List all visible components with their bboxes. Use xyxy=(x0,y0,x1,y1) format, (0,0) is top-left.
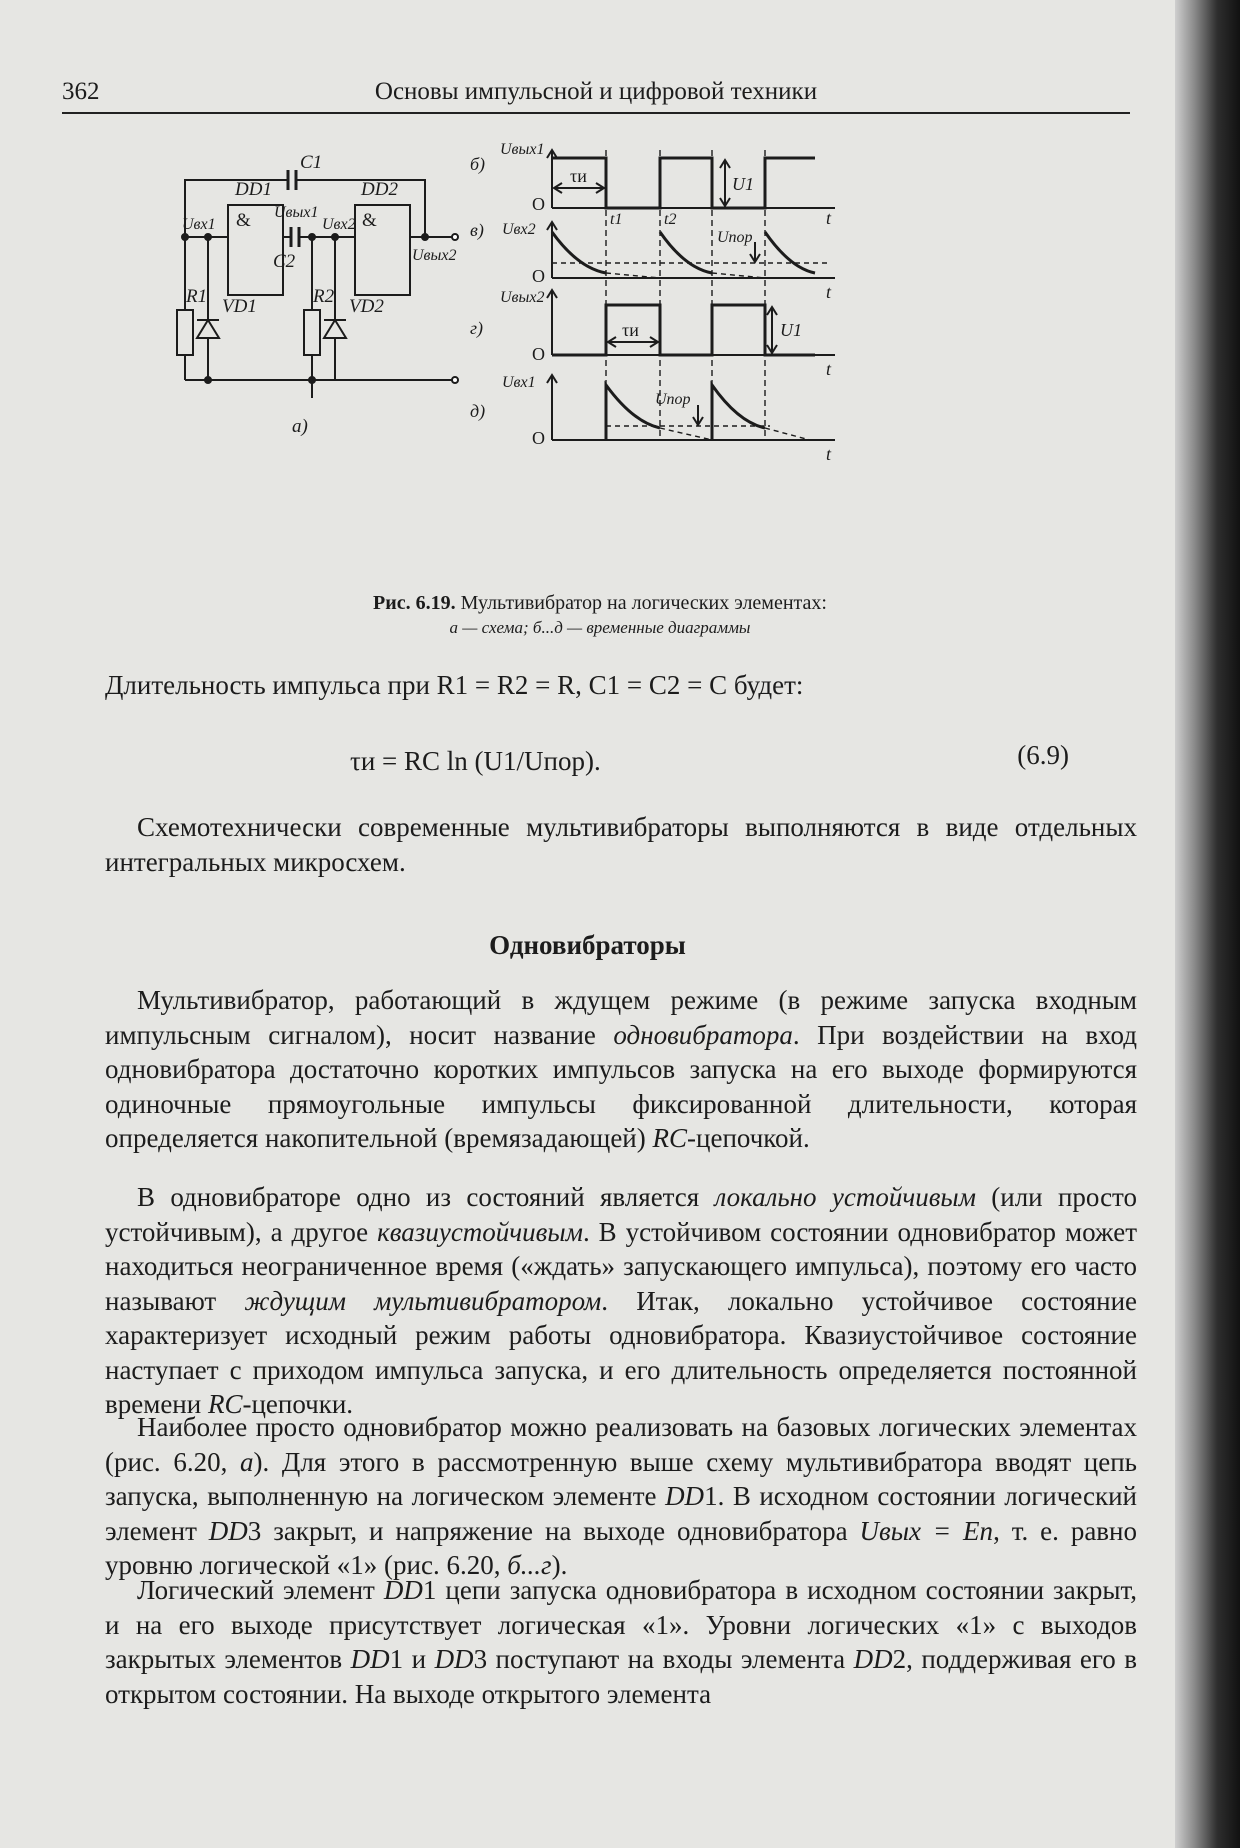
label-panel-b: б) xyxy=(470,154,486,174)
label-u-in2: Uвх2 xyxy=(322,216,356,233)
label-u1: U1 xyxy=(780,320,802,340)
waveform-u-in2 xyxy=(552,232,606,273)
label-zero: O xyxy=(532,344,545,364)
label-u-in1: Uвх1 xyxy=(502,374,536,391)
page-number: 362 xyxy=(62,78,100,105)
text-run: Мультивибратор, работающий в ждущем режиме (в режиме запуска входным импульсным сигналом), носит название xyxy=(105,985,1137,1050)
label-t: t xyxy=(826,359,832,379)
label-panel-g: г) xyxy=(470,318,484,338)
waveform-dashed xyxy=(660,428,810,440)
paragraph-states xyxy=(105,1180,1137,1422)
running-title: Основы импульсной и цифровой техники xyxy=(374,78,818,105)
text-run: . При воздействии на вход одновибратора достаточно коротких импульсов запуска на его выходе формируются одиночные прямоугольные импульсы фиксированной длительности, которая определяется накопительной (времязадающей) xyxy=(105,1019,1138,1153)
paragraph-implementation xyxy=(105,1410,1137,1583)
label-panel-v: в) xyxy=(470,220,484,240)
ref-a: а xyxy=(240,1446,254,1477)
label-u-out2: Uвых2 xyxy=(500,289,545,306)
caption-text: Мультивибратор на логических элементах: xyxy=(460,592,827,614)
label-zero: O xyxy=(532,428,545,448)
label-t: t xyxy=(826,208,832,228)
label-u-in2: Uвх2 xyxy=(502,221,536,238)
label-r1: R1 xyxy=(186,286,208,307)
term-waiting-multivibrator: ждущим мультивибратором xyxy=(244,1285,602,1316)
term-dd: DD xyxy=(383,1575,423,1605)
term-quasi-stable: квазиустойчивым xyxy=(377,1216,583,1247)
text-run: Наиболее просто одновибратор можно реализовать на базовых логических элементах (рис. 6.20, xyxy=(105,1412,1137,1477)
label-panel-a: а) xyxy=(292,416,308,437)
term-dd: DD xyxy=(350,1644,390,1674)
text-run: . В устойчивом состоянии одновибратор может находиться неограниченное время («ждать» запускающего импульса), поэтому его часто называют xyxy=(105,1216,1138,1316)
label-tau: τи xyxy=(570,166,587,186)
waveform-u-in2 xyxy=(660,232,712,273)
figure-caption xyxy=(150,592,1050,638)
label-u-out1: Uвых1 xyxy=(500,141,545,158)
section-heading: Одновибраторы xyxy=(489,930,686,960)
waveform-u-out1 xyxy=(552,158,815,208)
figure-drawing xyxy=(150,141,1050,580)
label-vd2: VD2 xyxy=(349,296,384,317)
label-u-thr: Uпор xyxy=(655,391,691,408)
term-dd: DD xyxy=(665,1481,705,1511)
book-spine-shadow xyxy=(1175,0,1240,1848)
label-vd1: VD1 xyxy=(222,296,257,317)
label-t: t xyxy=(826,444,832,464)
label-r2: R2 xyxy=(313,286,335,307)
schematic xyxy=(177,152,458,437)
text-run: 1 цепи запуска одновибратора в исходном состоянии закрыт, и на его выходе присутствует логическая «1». Уровни логических «1» с выходов закрытых элементов xyxy=(105,1575,1137,1674)
label-dd2: DD2 xyxy=(361,179,398,200)
text-run: 3 закрыт, и напряжение на выходе одновибратора xyxy=(247,1515,860,1546)
label-t2: t2 xyxy=(664,211,677,228)
label-zero: O xyxy=(532,266,545,286)
resistor-r2 xyxy=(304,310,320,355)
term-dd: DD xyxy=(208,1515,248,1546)
label-u-out1: Uвых1 xyxy=(274,204,319,221)
text-run: -цепочки. xyxy=(242,1389,354,1419)
text-run: 2, поддерживая его в открытом состоянии. На выходе открытого элемента xyxy=(105,1644,1137,1709)
waveform-u-in1 xyxy=(712,385,765,440)
formula-6-9: τи = RC ln (U1/Uпор). xyxy=(350,746,601,776)
paragraph-trigger-chain xyxy=(105,1573,1137,1711)
formula-number: (6.9) xyxy=(1017,740,1069,770)
text-run: (или просто устойчивым), а другое xyxy=(105,1182,1137,1247)
output-terminal xyxy=(452,234,458,240)
paragraph-one-shot-definition xyxy=(105,983,1137,1156)
label-and-dd1: & xyxy=(236,210,251,231)
junction-dot xyxy=(205,377,211,383)
label-u-in1: Uвх1 xyxy=(182,216,216,233)
text-run: . Итак, локально устойчивое состояние характеризует исходный режим работы одновибратора. Квазиустойчивое состояние наступает с приходом импульса запуска, и его длительность определяется постоянной времени xyxy=(105,1285,1137,1419)
text-run: 1 и xyxy=(389,1644,435,1674)
waveform-u-in1 xyxy=(606,385,660,440)
term-rc: RC xyxy=(652,1123,688,1153)
caption-title xyxy=(150,592,1050,615)
text-run: Логический элемент xyxy=(137,1575,384,1605)
timing-diagrams xyxy=(470,141,835,464)
diode-vd1 xyxy=(197,320,219,338)
text-run: В одновибраторе одно из состояний является xyxy=(137,1182,715,1212)
label-u-out2: Uвых2 xyxy=(412,247,457,264)
term-one-shot: одновибратора xyxy=(613,1019,793,1050)
label-c1: C1 xyxy=(300,152,323,173)
text-run: ). xyxy=(551,1550,568,1580)
ground-terminal xyxy=(452,377,458,383)
term-locally-stable: локально устойчивым xyxy=(714,1182,976,1212)
label-panel-d: д) xyxy=(470,401,486,421)
label-u1: U1 xyxy=(732,174,754,194)
term-dd: DD xyxy=(853,1644,893,1674)
text-run: 3 поступают на входы элемента xyxy=(473,1644,854,1674)
caption-subtitle: а — схема; б...д — временные диаграммы xyxy=(449,618,751,637)
term-rc: RC xyxy=(207,1389,243,1419)
page-header xyxy=(62,78,1130,114)
label-tau: τи xyxy=(622,320,639,340)
term-u-out: Uвых = Eп xyxy=(859,1515,994,1546)
label-t: t xyxy=(826,282,832,302)
caption-number: Рис. 6.19. xyxy=(373,592,456,614)
text-run: 1. В исходном состоянии логический элемент xyxy=(105,1481,1137,1546)
label-u-thr: Uпор xyxy=(717,229,753,246)
label-and-dd2: & xyxy=(362,210,377,231)
label-c2: C2 xyxy=(273,251,296,272)
label-t1: t1 xyxy=(610,211,623,228)
junction-dot xyxy=(422,234,428,240)
ref-b-g: б...г xyxy=(507,1550,552,1580)
formula-intro: Длительность импульса при R1 = R2 = R, C1 = C2 = C будет: xyxy=(105,670,804,700)
text-run: , т. е. равно уровню логической «1» (рис. 6.20, xyxy=(105,1515,1138,1580)
label-zero: O xyxy=(532,194,545,214)
text-run: -цепочкой. xyxy=(687,1123,810,1153)
waveform-u-in2 xyxy=(765,232,815,273)
term-dd: DD xyxy=(434,1644,474,1674)
paragraph-integrated: Схемотехнически современные мультивибраторы выполняются в виде отдельных интегральных микросхем. xyxy=(105,812,1137,877)
text-run: ). Для этого в рассмотренную выше схему мультивибратора вводят цепь запуска, выполненную на логическом элементе xyxy=(105,1446,1137,1511)
diode-vd2 xyxy=(324,320,346,338)
figure-6-19 xyxy=(150,141,1050,580)
label-dd1: DD1 xyxy=(235,179,272,200)
resistor-r1 xyxy=(177,310,193,355)
